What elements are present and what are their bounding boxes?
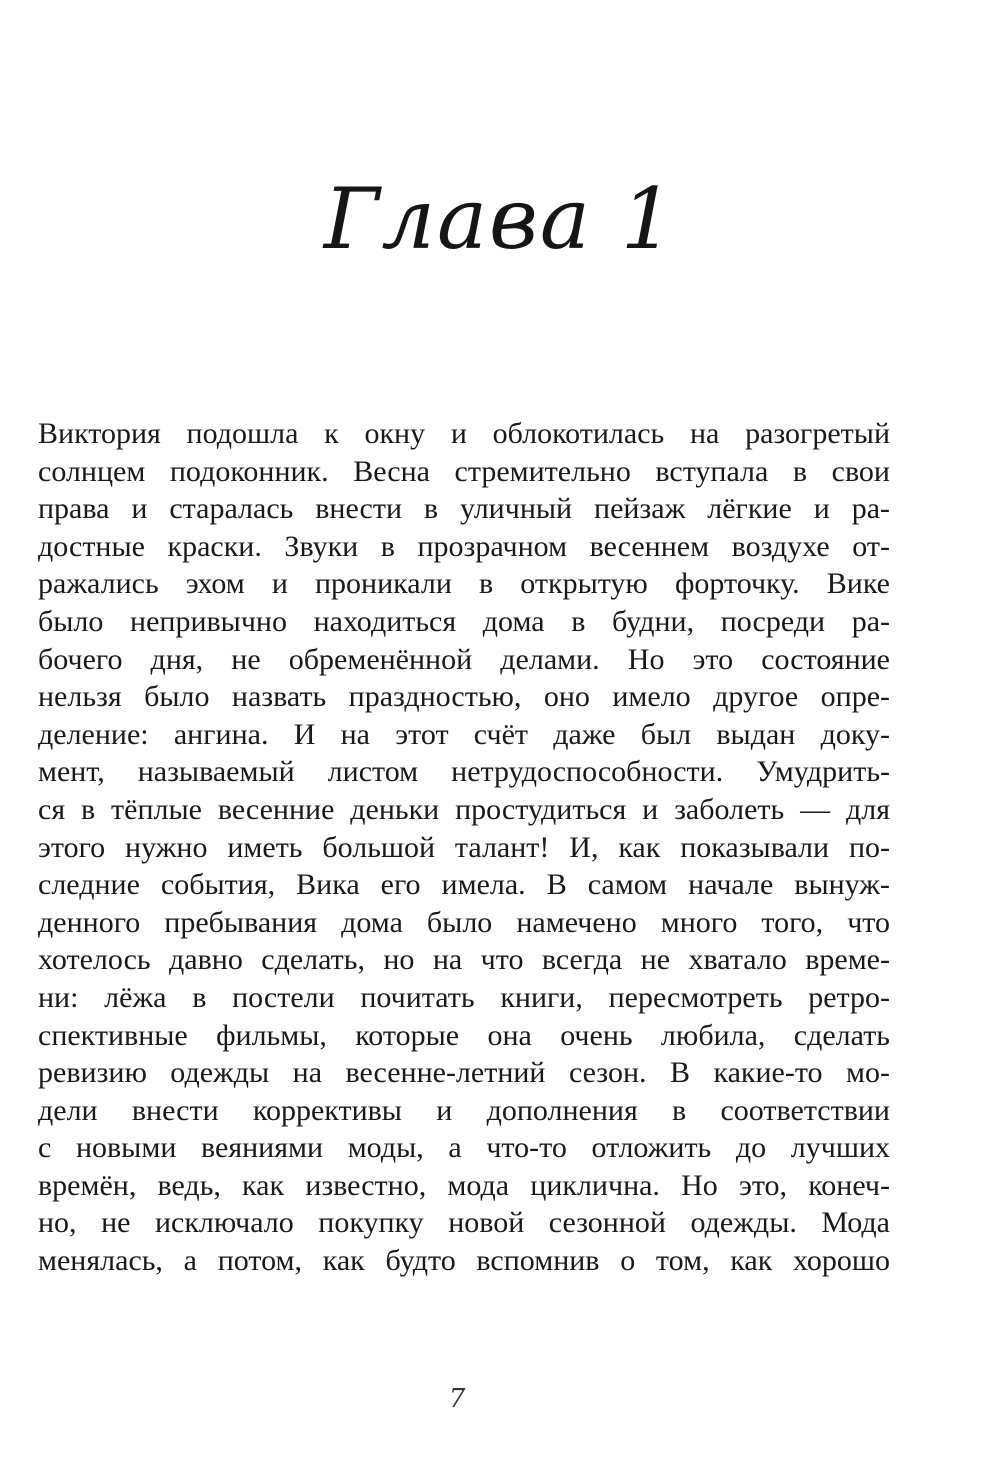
page-number: 7 — [448, 1384, 466, 1414]
body-paragraph — [38, 415, 890, 1280]
text-line: ся в тёплые весенние деньки простудиться и заболеть — для — [38, 792, 890, 826]
text-line: менялась, а потом, как будто вспомнив о том, как хорошо — [38, 1244, 890, 1278]
text-line: денного пребывания дома было намечено много того, что — [38, 905, 890, 939]
text-line: ни: лёжа в постели почитать книги, пересмотреть ретро- — [38, 980, 890, 1014]
text-line: мент, называемый листом нетрудоспособности. Умудрить- — [38, 755, 890, 789]
text-line: права и старалась внести в уличный пейзаж лёгкие и ра- — [38, 492, 890, 526]
text-line: достные краски. Звуки в прозрачном весеннем воздухе от- — [38, 529, 890, 563]
text-line: деление: ангина. И на этот счёт даже был выдан доку- — [38, 717, 890, 751]
text-line: нельзя было назвать праздностью, оно имело другое опре- — [38, 680, 890, 714]
text-line: но, не исключало покупку новой сезонной одежды. Мода — [38, 1206, 890, 1240]
text-line: было непривычно находиться дома в будни, посреди ра- — [38, 604, 890, 638]
text-line: бочего дня, не обременённой делами. Но это состояние — [38, 642, 890, 676]
text-line: Виктория подошла к окну и облокотилась на разогретый — [38, 417, 890, 450]
text-line: дели внести коррективы и дополнения в соответствии — [38, 1093, 890, 1127]
text-line: времён, ведь, как известно, мода циклична. Но это, конеч- — [38, 1168, 890, 1202]
text-line: спективные фильмы, которые она очень любила, сделать — [38, 1018, 890, 1052]
chapter-title: Глава 1 — [323, 170, 677, 269]
text-line: ражались эхом и проникали в открытую форточку. Вике — [38, 567, 890, 601]
text-line: этого нужно иметь большой талант! И, как показывали по- — [38, 830, 890, 864]
text-line: хотелось давно сделать, но на что всегда не хватало време- — [38, 943, 890, 977]
text-line: с новыми веяниями моды, а что-то отложить до лучших — [38, 1131, 890, 1165]
text-line: солнцем подоконник. Весна стремительно вступала в свои — [38, 454, 890, 488]
text-line: ревизию одежды на весенне-летний сезон. В какие-то мо- — [38, 1056, 890, 1090]
text-line: следние события, Вика его имела. В самом начале вынуж- — [38, 868, 890, 902]
